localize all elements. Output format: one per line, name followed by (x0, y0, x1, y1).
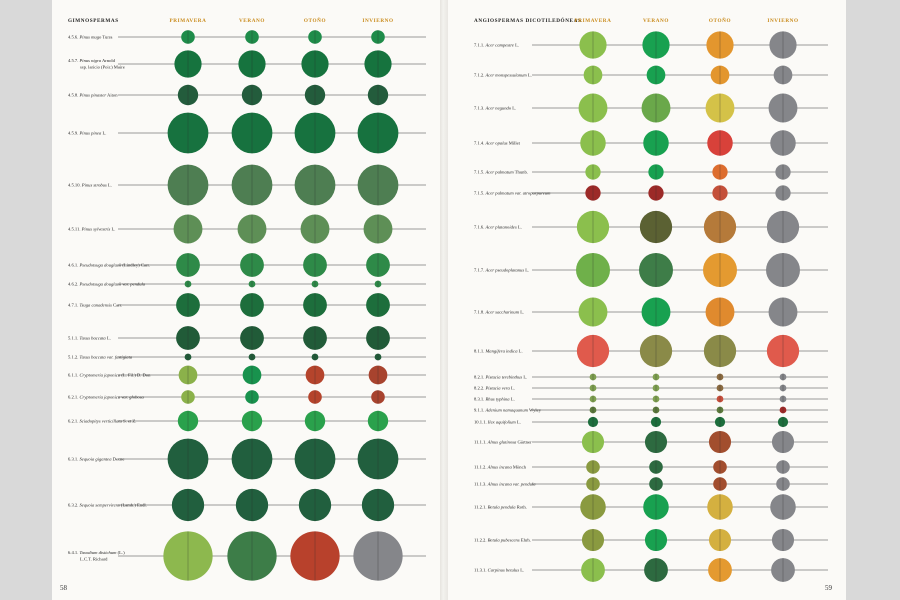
chart-2-row-15-label-name: Ilex aquifolium (487, 419, 516, 425)
chart-1-row-7-label (68, 263, 150, 268)
chart-2-row-4-label-number: 7.1.4. (474, 140, 486, 146)
chart-2-season-header-1: PRIMAVERA (574, 18, 612, 24)
chart-1-row-9-label (68, 303, 122, 308)
chart-1-season-header-2: VERANO (238, 18, 266, 24)
chart-1-row-16-label-author: (Lamb.) Endl. (119, 502, 147, 508)
page-number-right: 59 (825, 584, 832, 592)
chart-1-row-5-label (68, 183, 112, 188)
chart-2-row-4-label (474, 141, 521, 146)
chart-1-row-5-label-number: 4.5.10. (68, 182, 82, 188)
chart-1-row-12-label-author: (L. Fil.) D. Don (120, 372, 151, 378)
chart-2-row-1-label-name: Acer campestre (485, 42, 515, 48)
chart-2-row-14-label-number: 9.1.1. (474, 407, 486, 413)
chart-1-row-11-label (68, 355, 133, 360)
chart-2-row-1-label-author: L. (514, 42, 520, 48)
chart-2-row-20-label (474, 538, 531, 543)
chart-1-row-13-label-name: Cryptomeria japonica var. globosa (79, 394, 144, 400)
chart-2-row-7-label-author: L. (516, 224, 522, 230)
chart-1-row-3-label-author: Aiton (106, 92, 118, 98)
chart-1-season-header-1: PRIMAVERA (169, 18, 207, 24)
chart-2-row-3-label-author: L. (511, 105, 517, 111)
chart-2-row-6-label-number: 7.1.5. (474, 190, 486, 196)
chart-2-row-13-label-name: Rhus typhina (485, 396, 510, 402)
chart-2-row-18-label-number: 11.1.3. (474, 481, 488, 487)
chart-2-row-21-label (474, 568, 524, 573)
chart-2-season-header-3: OTOÑO (708, 18, 732, 24)
chart-1-row-8-label-name: Pseudotsuga douglasii var. pendula (79, 281, 146, 287)
chart-1-row-2-label-author: Arnold (101, 57, 115, 63)
chart-1-row-11-label-number: 5.1.2. (68, 354, 80, 360)
chart-1-row-9-label-name: Tsuga canadensis (79, 302, 112, 308)
chart-2-row-16-label-author: Gärtner (516, 439, 532, 445)
chart-1-row-6-label-author: L. (110, 226, 116, 232)
chart-2-row-17-label-author: Mönch (511, 464, 526, 470)
chart-1-row-15-label (68, 457, 124, 462)
chart-2-row-13-label (474, 397, 515, 402)
chart-2-row-12-label-name: Pistacia vera (485, 385, 510, 391)
chart-2-row-20-label-number: 11.2.2. (474, 537, 488, 543)
chart-2-row-15-label-author: L. (515, 419, 521, 425)
chart-1-row-4-label-name: Pinus pinea (79, 130, 102, 136)
chart-2-row-8-label-name: Acer pseudoplatanus (485, 267, 525, 273)
chart-2-row-10-label-number: 8.1.1. (474, 348, 486, 354)
chart-1-row-12-label-name: Cryptomeria japonica (79, 372, 121, 378)
chart-2-row-13-label-number: 8.3.1. (474, 396, 486, 402)
chart-2-row-21-label-author: L. (519, 567, 525, 573)
chart-1-row-3-label-number: 4.5.8. (68, 92, 80, 98)
chart-2-row-10-label (474, 349, 523, 354)
chart-1-row-5-label-author: L. (106, 182, 112, 188)
chart-1-row-2-label (68, 58, 116, 63)
chart-1-row-3-label-name: Pinus pinaster (79, 92, 107, 98)
chart-1-row-17-label-line2: L.C.T. Richard (80, 556, 108, 562)
chart-1-row-15-label-number: 6.3.1. (68, 456, 80, 462)
chart-2-row-9-label-author: L. (519, 309, 525, 315)
chart-1-row-16-label-number: 6.3.2. (68, 502, 80, 508)
chart-2-row-7-label (474, 225, 522, 230)
chart-1-section-title: GIMNOSPERMAS (68, 18, 119, 24)
chart-1-row-4-label-author: L. (101, 130, 107, 136)
chart-1-row-7-label-name: Pseudotsuga douglasii (79, 262, 122, 268)
chart-2-row-13-label-author: L. (509, 396, 515, 402)
chart-2-row-11-label-name: Pistacia terebinthus (485, 374, 523, 380)
chart-1-row-11-label-name: Taxus baccata var. fastigiata (79, 354, 133, 360)
chart-1-row-14-label (68, 419, 136, 424)
chart-2-row-14-label-author: Wyley (527, 407, 542, 413)
chart-1-row-4-label-number: 4.5.9. (68, 130, 80, 136)
chart-2-row-8-label (474, 268, 529, 273)
chart-1-row-6-label (68, 227, 115, 232)
chart-1-row-16-label-name: Sequoia sempervirens (79, 502, 120, 508)
chart-2-row-2-label-author: L. (526, 72, 532, 78)
chart-2-row-19-label (474, 505, 527, 510)
chart-2-row-5-label-author: Thunb. (513, 169, 528, 175)
chart-1-row-15-label-author: Decne (111, 456, 125, 462)
chart-1-row-8-label (68, 282, 146, 287)
chart-2-row-16-label (474, 440, 532, 445)
chart-2-row-11-label-author: L. (522, 374, 528, 380)
chart-1-row-17-label (68, 550, 125, 555)
chart-2-row-20-label-author: Ehrh. (519, 537, 531, 543)
chart-2-row-14-label-name: Adenium namaquanum (485, 407, 528, 413)
chart-2-row-10-label-name: Mangifera indica (485, 348, 518, 354)
chart-2-row-3-label-name: Acer negundo (485, 105, 512, 111)
chart-1-row-6-label-number: 4.5.11. (68, 226, 82, 232)
chart-1-row-17-label-name: Taxodium distichum (79, 549, 117, 555)
chart-1-row-15-label-name: Sequoia gigantea (79, 456, 112, 462)
chart-2-row-9-label-name: Acer saccharinum (485, 309, 520, 315)
chart-1-row-10-label-author: L. (105, 335, 111, 341)
chart-1-row-1-label-author: Turra (101, 34, 113, 40)
chart-2-row-1-label (474, 43, 519, 48)
chart-1-row-10-label-name: Taxus baccata (79, 335, 106, 341)
chart-2-row-15-label (474, 420, 521, 425)
chart-2-row-21-label-number: 11.3.1. (474, 567, 488, 573)
chart-1-row-8-label-number: 4.6.2. (68, 281, 80, 287)
chart-2-row-12-label-number: 8.2.2. (474, 385, 486, 391)
chart-2-row-7-label-number: 7.1.6. (474, 224, 486, 230)
chart-2-row-2-label-name: Acer monspessulanum (485, 72, 527, 78)
chart-1-row-4-label (68, 131, 106, 136)
chart-1-row-12-label (68, 373, 151, 378)
chart-2-row-10-label-author: L. (517, 348, 523, 354)
chart-2-row-2-label (474, 73, 532, 78)
chart-2-row-5-label-name: Acer palmatum (485, 169, 514, 175)
chart-1-row-9-label-number: 4.7.1. (68, 302, 80, 308)
chart-2-row-12-label (474, 386, 515, 391)
chart-2-season-header-4: INVIERNO (767, 18, 799, 24)
chart-1-row-7-label-author: (Lindley) Carr. (121, 262, 150, 268)
chart-1-row-17-label-number: 6.4.1. (68, 549, 80, 555)
chart-2-row-21-label-name: Carpinus betulus (487, 567, 520, 573)
chart-2-row-6-label (474, 191, 551, 196)
chart-2-row-5-label-number: 7.1.5. (474, 169, 486, 175)
chart-1-row-9-label-author: Carr. (111, 302, 123, 308)
chart-2-row-17-label (474, 465, 527, 470)
chart-2-row-15-label-number: 10.1.1. (474, 419, 488, 425)
chart-2-row-4-label-author: Millet (507, 140, 520, 146)
chart-2-section-title: ANGIOSPERMAS DICOTILEDÓNEAS (474, 18, 582, 24)
chart-2-row-8-label-author: L. (524, 267, 530, 273)
chart-2-row-12-label-author: L. (509, 385, 515, 391)
page-number-left: 58 (60, 584, 67, 592)
chart-1-row-2-label-line2: ssp. laricio (Poir.) Maire (80, 64, 125, 70)
chart-2-row-19-label-name: Betula pendula (487, 504, 516, 510)
chart-1-row-17-label-author: (L.) (116, 549, 125, 555)
chart-2-row-18-label (474, 482, 536, 487)
chart-1-row-1-label (68, 35, 112, 40)
chart-1-row-10-label-number: 5.1.1. (68, 335, 80, 341)
chart-1-season-header-3: OTOÑO (303, 18, 327, 24)
chart-1-row-1-label-name: Pinus mugo (79, 34, 102, 40)
chart-2-row-3-label (474, 106, 516, 111)
chart-2-row-5-label (474, 170, 528, 175)
chart-1-row-5-label-name: Pinus strobus (81, 182, 107, 188)
chart-2-row-18-label-name: Alnus incana var. pendula (487, 481, 536, 487)
chart-2-row-17-label-name: Alnus incana (487, 464, 512, 470)
chart-2-row-8-label-number: 7.1.7. (474, 267, 486, 273)
chart-2-row-9-label-number: 7.1.8. (474, 309, 486, 315)
chart-1-row-14-label-name: Sciadopitys verticillata (79, 418, 122, 424)
chart-2-row-3-label-number: 7.1.3. (474, 105, 486, 111)
chart-1-row-14-label-author: S. et Z. (121, 418, 137, 424)
chart-2-row-19-label-author: Roth. (515, 504, 527, 510)
chart-2-row-11-label-number: 8.2.1. (474, 374, 486, 380)
chart-2-row-2-label-number: 7.1.2. (474, 72, 486, 78)
chart-1-row-10-label (68, 336, 111, 341)
chart-2-row-16-label-name: Alnus glutinosa (487, 439, 517, 445)
chart-2-row-17-label-number: 11.1.2. (474, 464, 488, 470)
chart-2-row-19-label-number: 11.2.1. (474, 504, 488, 510)
chart-2-row-7-label-name: Acer platanoides (485, 224, 517, 230)
chart-2-row-20-label-name: Betula pubescens (487, 537, 520, 543)
chart-1-row-13-label (68, 395, 144, 400)
chart-1-row-7-label-number: 4.6.1. (68, 262, 80, 268)
chart-2-row-16-label-number: 11.1.1. (474, 439, 488, 445)
chart-1-row-2-label-number: 4.5.7. (68, 57, 80, 63)
chart-2-row-11-label (474, 375, 527, 380)
chart-1-row-12-label-number: 6.1.1. (68, 372, 80, 378)
chart-1-row-3-label (68, 93, 118, 98)
chart-2-row-4-label-name: Acer opalus (485, 140, 508, 146)
chart-2-season-header-2: VERANO (642, 18, 670, 24)
chart-2-row-1-label-number: 7.1.1. (474, 42, 486, 48)
chart-2-row-6-label-name: Acer palmatum var. atropurpureum (485, 190, 551, 196)
chart-1-season-header-4: INVIERNO (362, 18, 394, 24)
chart-1-row-13-label-number: 6.2.1. (68, 394, 80, 400)
chart-1-row-1-label-number: 4.5.6. (68, 34, 80, 40)
chart-1-row-6-label-name: Pinus sylvestris (81, 226, 111, 232)
chart-1-row-14-label-number: 6.2.1. (68, 418, 80, 424)
chart-2-row-9-label (474, 310, 524, 315)
chart-1-row-16-label (68, 503, 147, 508)
chart-1-row-2-label-name: Pinus nigra (79, 57, 102, 63)
chart-2-row-14-label (474, 408, 542, 413)
